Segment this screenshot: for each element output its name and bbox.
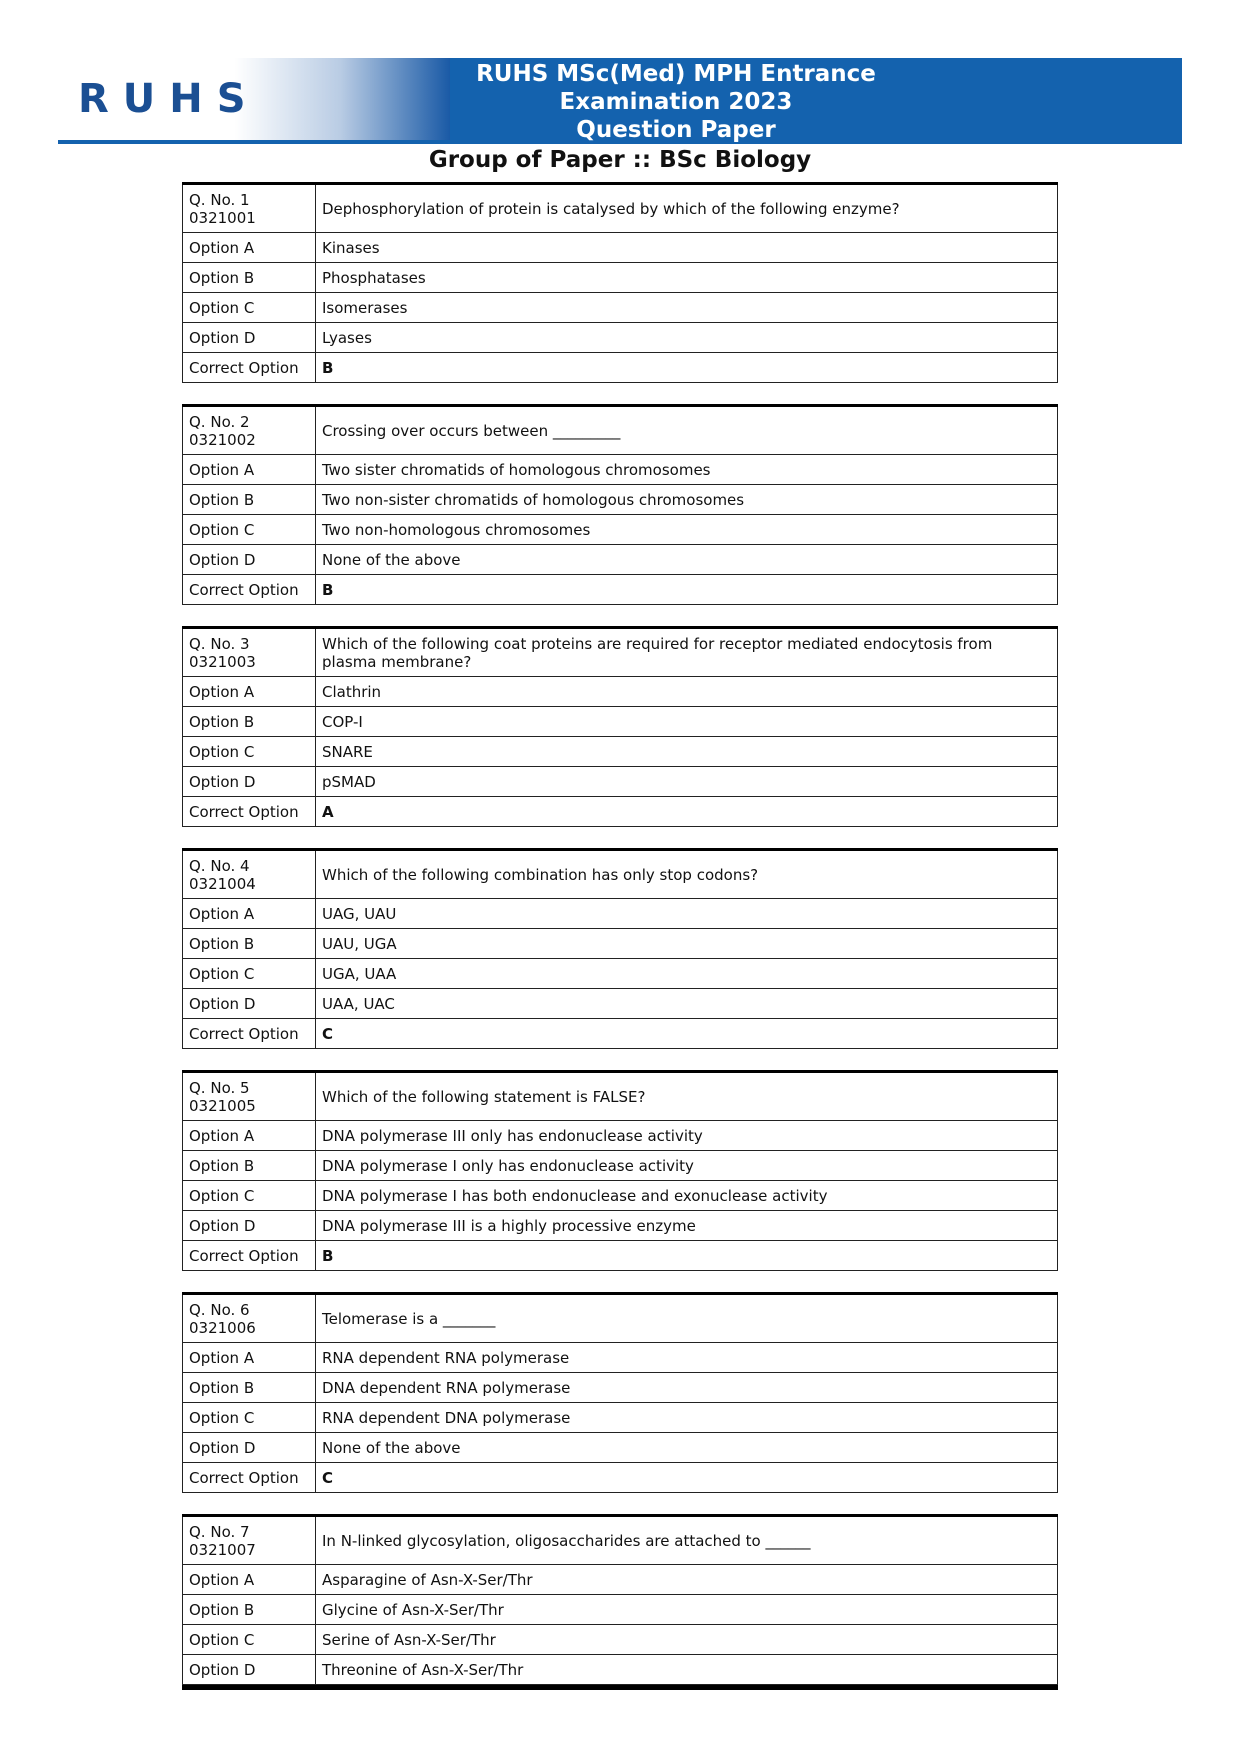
- option-label: Option D: [183, 1211, 316, 1241]
- question-number: Q. No. 5 0321005: [183, 1072, 316, 1121]
- option-label: Option B: [183, 1151, 316, 1181]
- option-a-text: Clathrin: [316, 677, 1058, 707]
- option-label: Option D: [183, 323, 316, 353]
- question-block: [182, 1292, 1058, 1493]
- question-number: Q. No. 1 0321001: [183, 184, 316, 233]
- option-label: Option C: [183, 515, 316, 545]
- option-label: Option A: [183, 1565, 316, 1595]
- option-a-text: UAG, UAU: [316, 899, 1058, 929]
- option-label: Option C: [183, 737, 316, 767]
- correct-option-label: Correct Option: [183, 1241, 316, 1271]
- logo-panel: [58, 58, 450, 140]
- option-b-text: COP-I: [316, 707, 1058, 737]
- question-block: [182, 1070, 1058, 1271]
- group-heading: Group of Paper :: BSc Biology: [428, 147, 812, 173]
- option-label: Option B: [183, 929, 316, 959]
- option-b-text: Glycine of Asn-X-Ser/Thr: [316, 1595, 1058, 1625]
- option-label: Option B: [183, 1595, 316, 1625]
- page-header: [58, 58, 1182, 146]
- option-label: Option A: [183, 1343, 316, 1373]
- option-d-text: None of the above: [316, 545, 1058, 575]
- option-b-text: DNA dependent RNA polymerase: [316, 1373, 1058, 1403]
- option-label: Option A: [183, 899, 316, 929]
- option-a-text: Kinases: [316, 233, 1058, 263]
- correct-option-value: B: [316, 1241, 1058, 1271]
- correct-option-label: Correct Option: [183, 1463, 316, 1493]
- correct-option-value: B: [316, 575, 1058, 605]
- option-label: Option B: [183, 263, 316, 293]
- question-text: Which of the following combination has only stop codons?: [316, 850, 1058, 899]
- option-b-text: Two non-sister chromatids of homologous chromosomes: [316, 485, 1058, 515]
- question-number: Q. No. 3 0321003: [183, 628, 316, 677]
- question-text: Which of the following coat proteins are required for receptor mediated endocytosis from plasma membrane?: [316, 628, 1058, 677]
- option-d-text: None of the above: [316, 1433, 1058, 1463]
- option-b-text: UAU, UGA: [316, 929, 1058, 959]
- option-b-text: Phosphatases: [316, 263, 1058, 293]
- option-label: Option D: [183, 545, 316, 575]
- correct-option-label: Correct Option: [183, 797, 316, 827]
- question-number: Q. No. 4 0321004: [183, 850, 316, 899]
- question-text: Crossing over occurs between _________: [316, 406, 1058, 455]
- correct-option-value: C: [316, 1463, 1058, 1493]
- exam-title-line: Examination 2023: [559, 89, 793, 115]
- option-label: Option D: [183, 1655, 316, 1685]
- option-label: Option C: [183, 1181, 316, 1211]
- option-label: Option B: [183, 485, 316, 515]
- question-number: Q. No. 2 0321002: [183, 406, 316, 455]
- question-text: In N-linked glycosylation, oligosaccharides are attached to ______: [316, 1516, 1058, 1565]
- option-label: Option D: [183, 1433, 316, 1463]
- correct-option-label: Correct Option: [183, 1019, 316, 1049]
- question-block: [182, 626, 1058, 827]
- option-c-text: RNA dependent DNA polymerase: [316, 1403, 1058, 1433]
- question-text: Dephosphorylation of protein is catalysed by which of the following enzyme?: [316, 184, 1058, 233]
- option-a-text: DNA polymerase III only has endonuclease activity: [316, 1121, 1058, 1151]
- option-d-text: Threonine of Asn-X-Ser/Thr: [316, 1655, 1058, 1685]
- option-label: Option A: [183, 1121, 316, 1151]
- question-block: [182, 1514, 1058, 1690]
- option-label: Option D: [183, 767, 316, 797]
- option-a-text: Two sister chromatids of homologous chromosomes: [316, 455, 1058, 485]
- option-label: Option C: [183, 293, 316, 323]
- option-label: Option C: [183, 959, 316, 989]
- option-c-text: Isomerases: [316, 293, 1058, 323]
- option-c-text: Serine of Asn-X-Ser/Thr: [316, 1625, 1058, 1655]
- header-rule: [58, 140, 450, 144]
- option-d-text: pSMAD: [316, 767, 1058, 797]
- exam-title-line: RUHS MSc(Med) MPH Entrance: [476, 61, 876, 87]
- correct-option-label: Correct Option: [183, 353, 316, 383]
- question-block: [182, 848, 1058, 1049]
- option-a-text: RNA dependent RNA polymerase: [316, 1343, 1058, 1373]
- option-c-text: Two non-homologous chromosomes: [316, 515, 1058, 545]
- option-c-text: DNA polymerase I has both endonuclease and exonuclease activity: [316, 1181, 1058, 1211]
- option-label: Option B: [183, 707, 316, 737]
- correct-option-value: A: [316, 797, 1058, 827]
- option-label: Option B: [183, 1373, 316, 1403]
- question-block: [182, 182, 1058, 383]
- option-d-text: UAA, UAC: [316, 989, 1058, 1019]
- option-c-text: UGA, UAA: [316, 959, 1058, 989]
- option-label: Option C: [183, 1403, 316, 1433]
- title-banner: [450, 58, 1182, 144]
- correct-option-value: C: [316, 1019, 1058, 1049]
- question-block: [182, 404, 1058, 605]
- question-number: Q. No. 7 0321007: [183, 1516, 316, 1565]
- option-b-text: DNA polymerase I only has endonuclease activity: [316, 1151, 1058, 1181]
- question-text: Which of the following statement is FALSE?: [316, 1072, 1058, 1121]
- option-label: Option A: [183, 455, 316, 485]
- option-label: Option A: [183, 677, 316, 707]
- correct-option-value: B: [316, 353, 1058, 383]
- option-label: Option D: [183, 989, 316, 1019]
- option-label: Option A: [183, 233, 316, 263]
- option-d-text: Lyases: [316, 323, 1058, 353]
- correct-option-label: Correct Option: [183, 575, 316, 605]
- option-d-text: DNA polymerase III is a highly processive enzyme: [316, 1211, 1058, 1241]
- option-a-text: Asparagine of Asn-X-Ser/Thr: [316, 1565, 1058, 1595]
- question-text: Telomerase is a _______: [316, 1294, 1058, 1343]
- exam-title-line: Question Paper: [576, 117, 776, 143]
- question-number: Q. No. 6 0321006: [183, 1294, 316, 1343]
- exam-title: [450, 58, 902, 144]
- ruhs-logo: RUHS: [78, 76, 260, 122]
- option-label: Option C: [183, 1625, 316, 1655]
- option-c-text: SNARE: [316, 737, 1058, 767]
